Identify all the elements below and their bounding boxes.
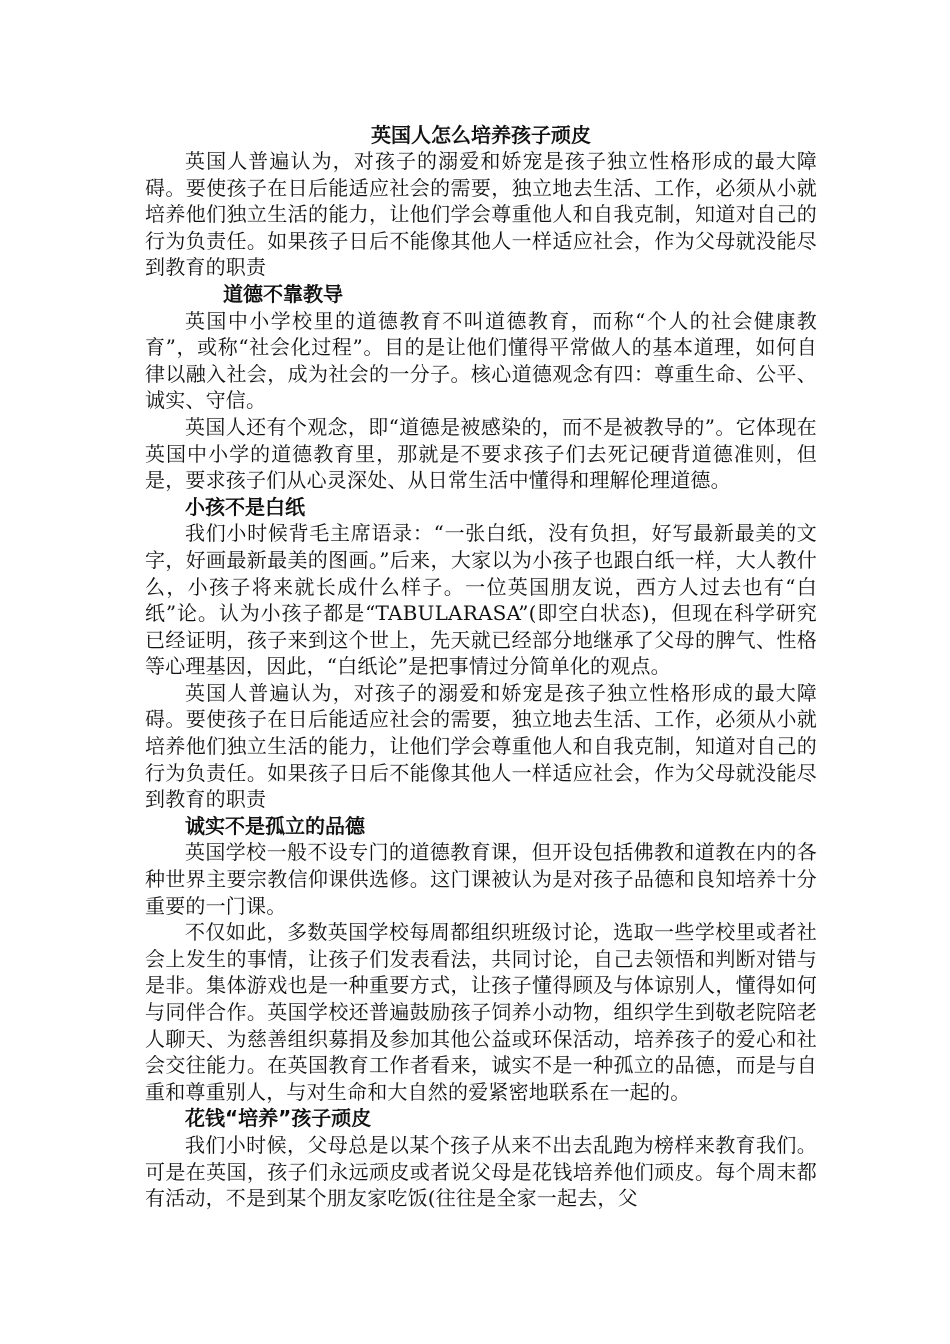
section-paragraph: 英国人还有个观念，即“道德是被感染的，而不是被教导的”。它体现在英国中小学的道德教育里，那就是不要求孩子们去死记硬背道德准则，但是，要求孩子们从心灵深处、从日常生活中懂得和理解伦理道德。 — [145, 414, 817, 493]
section-paragraph: 我们小时候背毛主席语录：“一张白纸，没有负担，好写最新最美的文字，好画最新最美的图画。”后来，大家以为小孩子也跟白纸一样，大人教什么，小孩子将来就长成什么样子。一位英国朋友说，西方人过去也有“白纸”论。认为小孩子都是“TABULARASA”(即空白状态)，但现在科学研究已经证明，孩子来到这个世上，先天就已经部分地继承了父母的脾气、性格等心理基因，因此，“白纸论”是把事情过分简单化的观点。 — [145, 521, 817, 679]
section-heading-moral: 道德不靠教导 — [223, 281, 343, 306]
section-paragraph: 英国学校一般不设专门的道德教育课，但开设包括佛教和道教在内的各种世界主要宗教信仰课供选修。这门课被认为是对孩子品德和良知培养十分重要的一门课。 — [145, 840, 817, 918]
section-heading-naughty: 花钱“培养”孩子顽皮 — [185, 1106, 372, 1131]
section-heading-honesty: 诚实不是孤立的品德 — [185, 813, 365, 838]
section-paragraph: 英国中小学校里的道德教育不叫道德教育，而称“个人的社会健康教育”，或称“社会化过程”。目的是让他们懂得平常做人的基本道理，如何自律以融入社会，成为社会的一分子。核心道德观念有四：尊重生命、公平、诚实、守信。 — [145, 308, 817, 413]
intro-paragraph: 英国人普遍认为，对孩子的溺爱和娇宠是孩子独立性格形成的最大障碍。要使孩子在日后能适应社会的需要，独立地去生活、工作，必须从小就培养他们独立生活的能力，让他们学会尊重他人和自我克制，知道对自己的行为负责任。如果孩子日后不能像其他人一样适应社会，作为父母就没能尽到教育的职责 — [145, 149, 817, 280]
section-paragraph: 我们小时候，父母总是以某个孩子从来不出去乱跑为榜样来教育我们。可是在英国，孩子们永远顽皮或者说父母是花钱培养他们顽皮。每个周末都有活动，不是到某个朋友家吃饭(往往是全家一起去，父 — [145, 1132, 817, 1211]
section-heading-not-blank-paper: 小孩不是白纸 — [185, 494, 305, 519]
document-body — [145, 122, 817, 1212]
document-title: 英国人怎么培养孩子顽皮 — [371, 123, 591, 147]
section-paragraph: 不仅如此，多数英国学校每周都组织班级讨论，选取一些学校里或者社会上发生的事情，让孩子们发表看法，共同讨论，自己去领悟和判断对错与是非。集体游戏也是一种重要方式，让孩子懂得顾及与体谅别人，懂得如何与同伴合作。英国学校还普遍鼓励孩子饲养小动物，组织学生到敬老院陪老人聊天、为慈善组织募捐及参加其他公益或环保活动，培养孩子的爱心和社会交往能力。在英国教育工作者看来，诚实不是一种孤立的品德，而是与自重和尊重别人，与对生命和大自然的爱紧密地联系在一起的。 — [145, 920, 817, 1104]
section-paragraph: 英国人普遍认为，对孩子的溺爱和娇宠是孩子独立性格形成的最大障碍。要使孩子在日后能适应社会的需要，独立地去生活、工作，必须从小就培养他们独立生活的能力，让他们学会尊重他人和自我克制，知道对自己的行为负责任。如果孩子日后不能像其他人一样适应社会，作为父母就没能尽到教育的职责 — [145, 680, 817, 812]
